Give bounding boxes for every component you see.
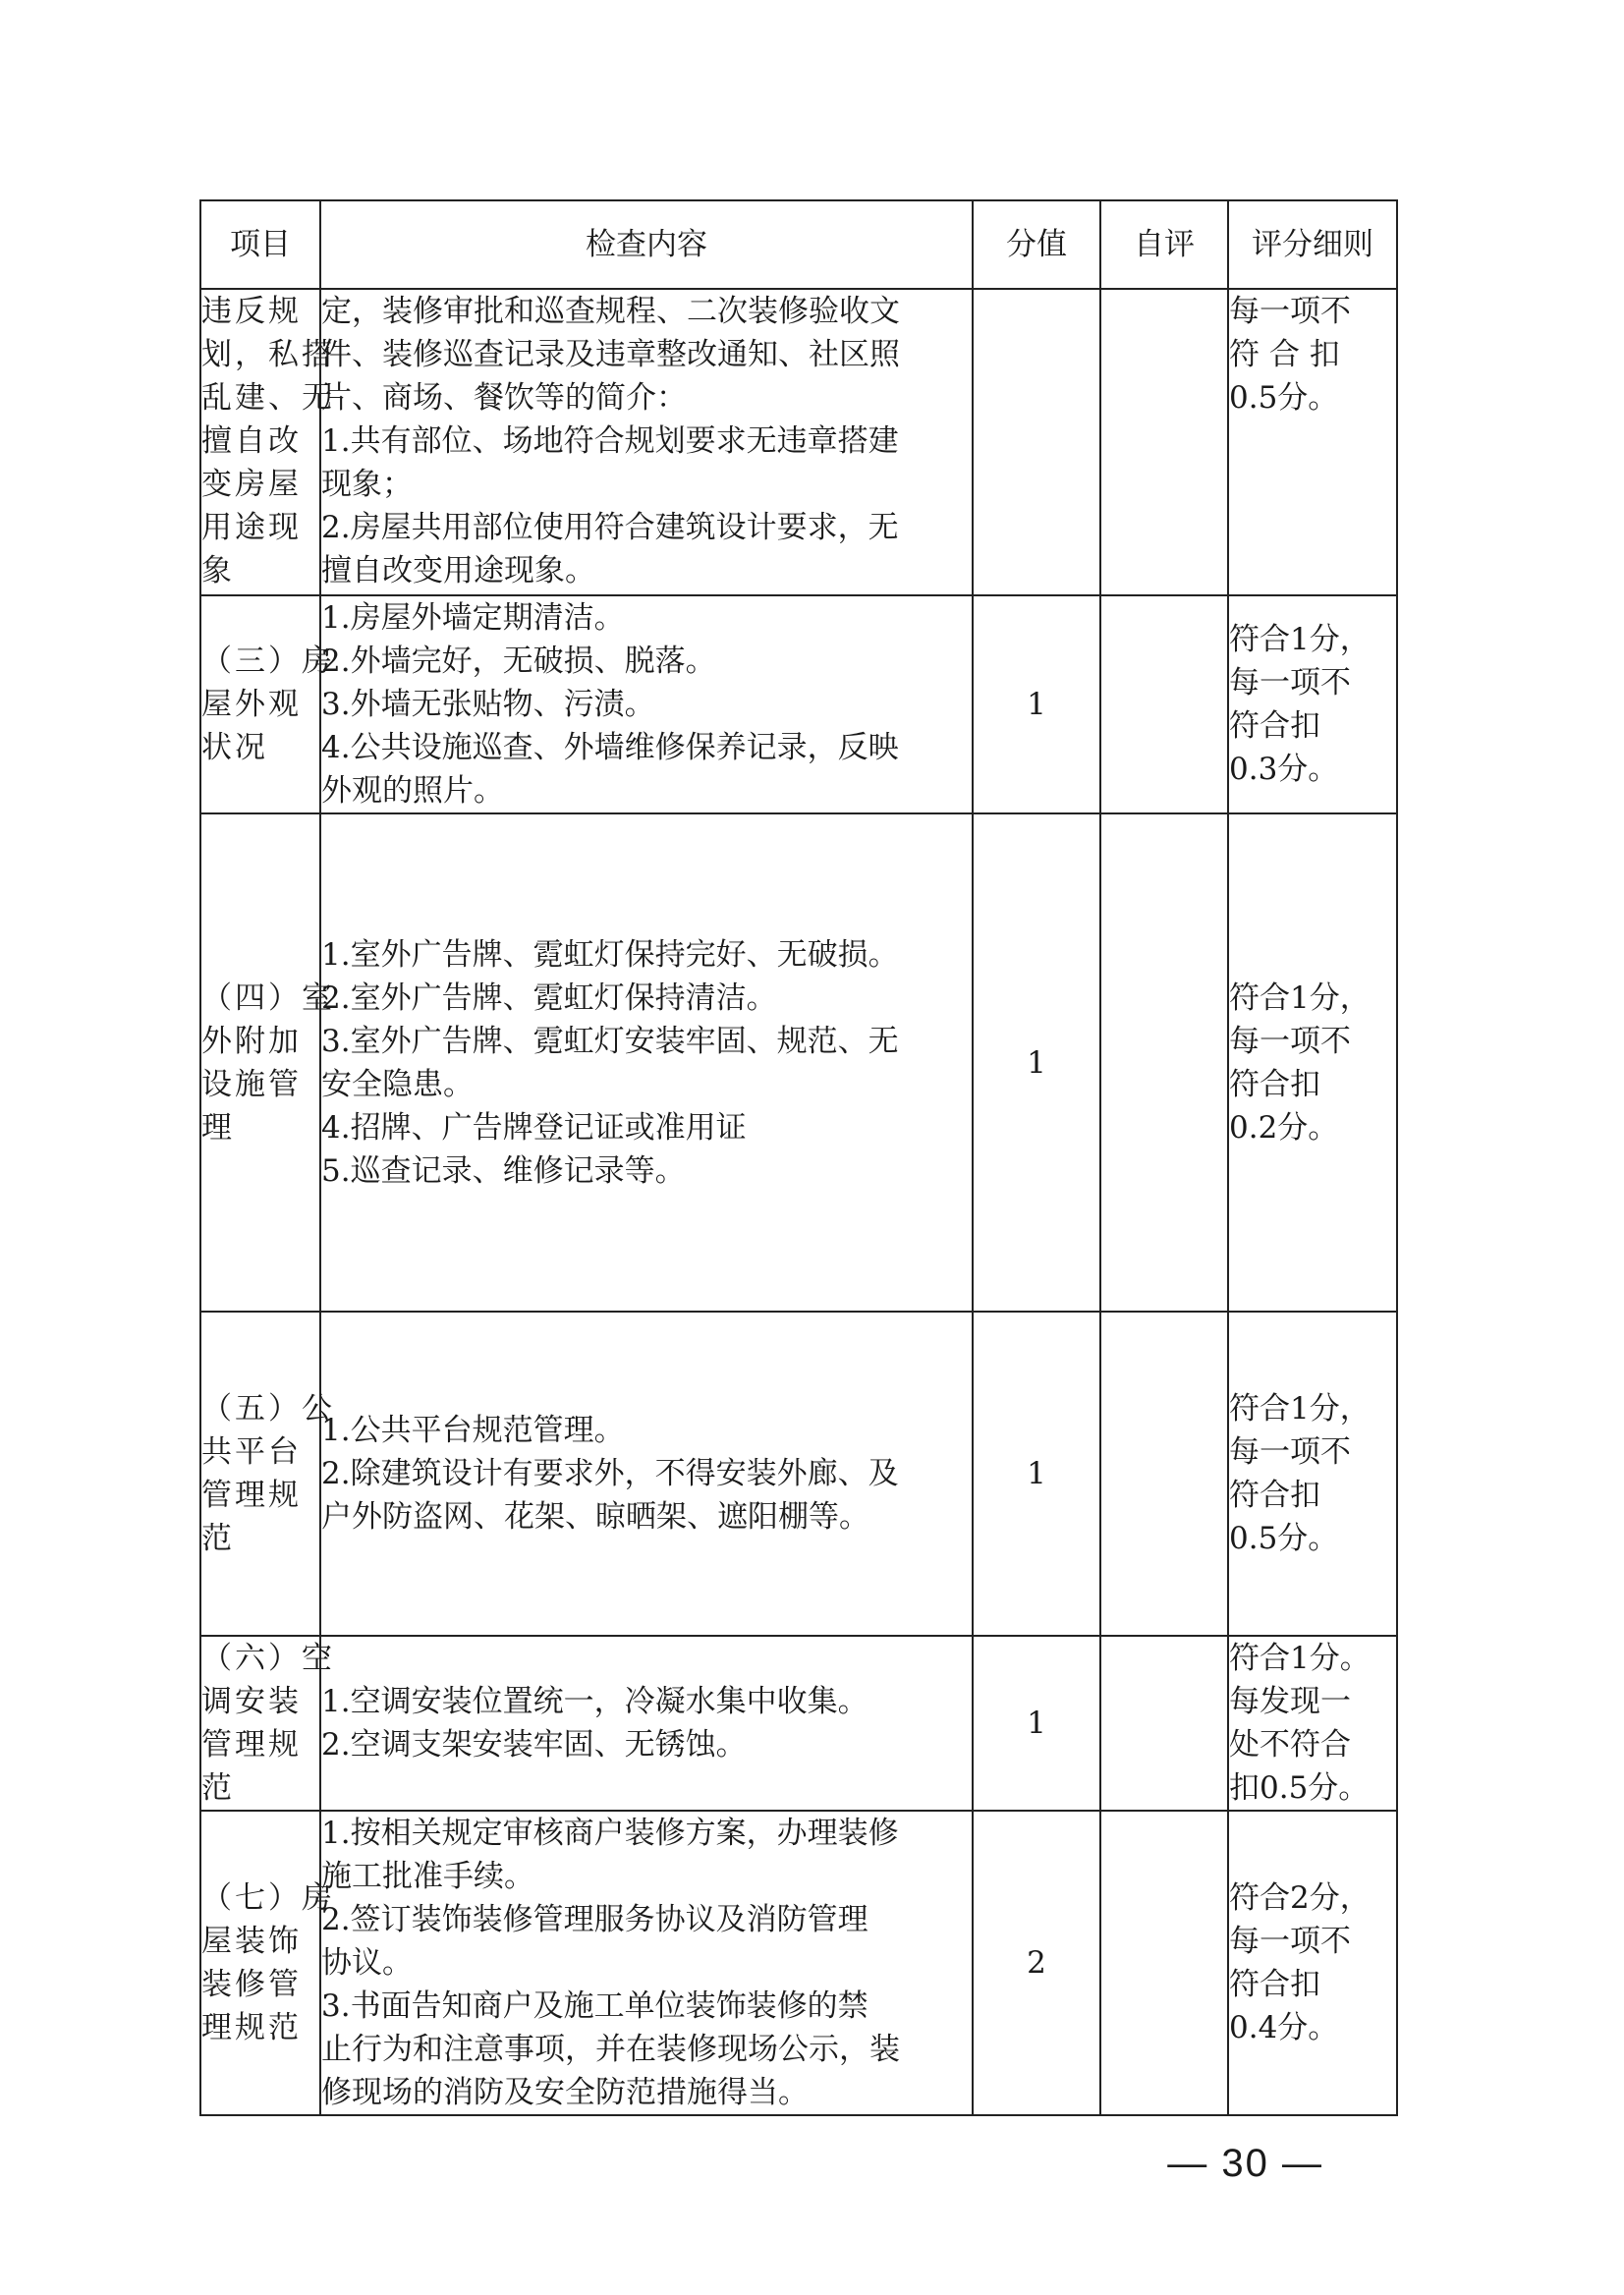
row-decoration-management bbox=[200, 1811, 1397, 2115]
content-cell-line: 1.公共平台规范管理。 bbox=[321, 1413, 625, 1448]
rule-cell-line: 符合扣 bbox=[1229, 1066, 1320, 1102]
item-cell-line: 理规范 bbox=[201, 2010, 302, 2045]
item-cell-line: 变房屋 bbox=[201, 467, 302, 502]
rule-cell bbox=[1228, 1636, 1397, 1811]
item-cell-line: 用途现 bbox=[201, 510, 302, 545]
rule-cell-line: 处不符合 bbox=[1229, 1727, 1351, 1763]
item-cell bbox=[200, 1636, 335, 1811]
rule-cell bbox=[1228, 1312, 1397, 1636]
item-cell-line: 外附加 bbox=[201, 1023, 302, 1059]
content-cell bbox=[320, 289, 973, 595]
content-cell bbox=[320, 1811, 973, 2115]
rule-cell-line: 0.5分。 bbox=[1229, 380, 1339, 416]
content-cell-line: 2.房屋共用部位使用符合建筑设计要求，无 bbox=[321, 510, 899, 545]
content-cell-line: 施工批准手续。 bbox=[321, 1859, 534, 1894]
item-cell-line: 擅自改 bbox=[201, 423, 302, 459]
rule-cell-line: 扣0.5分。 bbox=[1229, 1770, 1370, 1806]
item-cell-line: 状况 bbox=[201, 730, 268, 765]
score-cell: 1 bbox=[973, 813, 1100, 1312]
item-cell bbox=[200, 1312, 335, 1636]
content-cell-line: 件、装修巡查记录及违章整改通知、社区照 bbox=[321, 337, 900, 372]
row-air-conditioner bbox=[200, 1636, 1397, 1811]
item-cell-line: 违反规 bbox=[201, 294, 302, 329]
item-cell-line: 范 bbox=[201, 1521, 235, 1556]
content-cell-line: 现象； bbox=[321, 467, 413, 502]
self-evaluation-cell bbox=[1100, 1636, 1228, 1811]
item-cell bbox=[200, 1811, 335, 2115]
content-cell bbox=[320, 813, 973, 1312]
content-cell-line: 2.空调支架安装牢固、无锈蚀。 bbox=[321, 1727, 747, 1763]
content-cell-line: 5.巡查记录、维修记录等。 bbox=[321, 1152, 686, 1189]
content-cell-line: 3.外墙无张贴物、污渍。 bbox=[321, 687, 655, 722]
rule-cell-line: 符合扣 bbox=[1229, 1478, 1320, 1513]
rule-cell-line: 每一项不 bbox=[1229, 1023, 1351, 1059]
rule-cell-line: 0.4分。 bbox=[1229, 2010, 1339, 2045]
content-cell-line: 1.室外广告牌、霓虹灯保持完好、无破损。 bbox=[321, 936, 899, 973]
item-cell-line: （七）房 bbox=[201, 1880, 335, 1916]
content-cell bbox=[320, 1636, 973, 1811]
score-cell: 1 bbox=[973, 1312, 1100, 1636]
item-cell-line: 管理规 bbox=[201, 1478, 302, 1513]
item-cell-line: 设施管 bbox=[201, 1066, 302, 1102]
scoring-table bbox=[199, 199, 1398, 2116]
item-cell-line: 范 bbox=[201, 1770, 235, 1806]
rule-cell-line: 符合2分， bbox=[1229, 1880, 1371, 1916]
item-cell-line: 划，私搭 bbox=[201, 337, 335, 372]
item-cell bbox=[200, 813, 335, 1312]
score-cell bbox=[973, 289, 1100, 595]
rule-cell-line: 每发现一 bbox=[1229, 1684, 1351, 1719]
content-cell-line: 1.共有部位、场地符合规划要求无违章搭建 bbox=[321, 423, 899, 459]
content-cell bbox=[320, 595, 973, 813]
rule-cell-line: 每一项不 bbox=[1229, 665, 1351, 700]
item-cell-line: 装修管 bbox=[201, 1967, 302, 2002]
rule-cell-line: 每一项不 bbox=[1229, 1434, 1351, 1470]
self-evaluation-cell bbox=[1100, 595, 1228, 813]
table-header-row bbox=[200, 200, 1397, 289]
content-cell-line: 3.书面告知商户及施工单位装饰装修的禁 bbox=[321, 1988, 868, 2024]
self-evaluation-cell bbox=[1100, 1312, 1228, 1636]
item-cell-line: 调安装 bbox=[201, 1684, 302, 1719]
content-cell-line: 2.签订装饰装修管理服务协议及消防管理 bbox=[321, 1902, 868, 1937]
row-illegal-construction bbox=[200, 289, 1397, 595]
content-cell-line: 1.房屋外墙定期清洁。 bbox=[321, 600, 625, 636]
content-cell-line: 安全隐患。 bbox=[321, 1066, 474, 1102]
header-scoring-rules: 评分细则 bbox=[1228, 200, 1397, 289]
rule-cell-line: 0.3分。 bbox=[1229, 752, 1339, 787]
item-cell-line: 管理规 bbox=[201, 1727, 302, 1763]
rule-cell-line: 符合扣 bbox=[1229, 1967, 1320, 2002]
self-evaluation-cell bbox=[1100, 289, 1228, 595]
rule-cell-line: 符合1分。 bbox=[1229, 1641, 1371, 1676]
content-cell-line: 擅自改变用途现象。 bbox=[321, 553, 595, 588]
score-cell: 2 bbox=[973, 1811, 1100, 2115]
item-cell-line: （四）室 bbox=[201, 980, 335, 1016]
rule-cell-line: 符 合 扣 bbox=[1229, 337, 1340, 372]
score-cell: 1 bbox=[973, 595, 1100, 813]
rule-cell-line: 符合1分， bbox=[1229, 1391, 1371, 1427]
header-score: 分值 bbox=[973, 200, 1100, 289]
item-cell-line: 屋装饰 bbox=[201, 1924, 302, 1959]
rule-cell-line: 符合扣 bbox=[1229, 708, 1320, 744]
content-cell-line: 2.外墙完好，无破损、脱落。 bbox=[321, 644, 716, 679]
rule-cell-line: 0.2分。 bbox=[1229, 1109, 1339, 1146]
content-cell-line: 2.室外广告牌、霓虹灯保持清洁。 bbox=[321, 980, 777, 1016]
page-number: — 30 — bbox=[1167, 2142, 1323, 2185]
rule-cell-line: 符合1分， bbox=[1229, 980, 1371, 1016]
item-cell-line: 象 bbox=[201, 553, 235, 588]
content-cell-line: 1.按相关规定审核商户装修方案，办理装修 bbox=[321, 1816, 899, 1851]
header-self-evaluation: 自评 bbox=[1100, 200, 1228, 289]
content-cell-line: 户外防盗网、花架、晾晒架、遮阳棚等。 bbox=[321, 1499, 869, 1535]
self-evaluation-cell bbox=[1100, 1811, 1228, 2115]
score-cell: 1 bbox=[973, 1636, 1100, 1811]
rule-cell bbox=[1228, 813, 1397, 1312]
content-cell-line: 4.公共设施巡查、外墙维修保养记录，反映 bbox=[321, 730, 899, 765]
item-cell-line: 共平台 bbox=[201, 1434, 302, 1470]
rule-cell-line: 符合1分， bbox=[1229, 622, 1371, 657]
header-content: 检查内容 bbox=[320, 200, 973, 289]
rule-cell bbox=[1228, 289, 1397, 595]
content-cell bbox=[320, 1312, 973, 1636]
content-cell-line: 4.招牌、广告牌登记证或准用证 bbox=[321, 1109, 747, 1146]
content-cell-line: 外观的照片。 bbox=[321, 773, 504, 809]
content-cell-line: 定，装修审批和巡查规程、二次装修验收文 bbox=[321, 294, 900, 329]
header-item: 项目 bbox=[200, 200, 320, 289]
item-cell-line: 屋外观 bbox=[201, 687, 302, 722]
rule-cell-line: 0.5分。 bbox=[1229, 1521, 1339, 1556]
rule-cell-line: 每一项不 bbox=[1229, 1924, 1351, 1959]
item-cell bbox=[200, 595, 335, 813]
item-cell-line: （五）公 bbox=[201, 1391, 335, 1427]
rule-cell bbox=[1228, 1811, 1397, 2115]
content-cell-line: 2.除建筑设计有要求外，不得安装外廊、及 bbox=[321, 1456, 899, 1491]
self-evaluation-cell bbox=[1100, 813, 1228, 1312]
item-cell-line: （三）房 bbox=[201, 644, 335, 679]
content-cell-line: 协议。 bbox=[321, 1945, 413, 1981]
item-cell-line: 理 bbox=[201, 1109, 235, 1146]
item-cell-line: 乱建、无 bbox=[201, 380, 335, 416]
content-cell-line: 止行为和注意事项，并在装修现场公示，装 bbox=[321, 2032, 900, 2067]
content-cell-line: 1.空调安装位置统一，冷凝水集中收集。 bbox=[321, 1684, 868, 1719]
content-cell-line: 片、商场、餐饮等的简介： bbox=[321, 380, 687, 416]
row-outdoor-facilities bbox=[200, 813, 1397, 1312]
item-cell-line: （六）空 bbox=[201, 1641, 335, 1676]
row-public-platform bbox=[200, 1312, 1397, 1636]
rule-cell-line: 每一项不 bbox=[1229, 294, 1351, 329]
rule-cell bbox=[1228, 595, 1397, 813]
content-cell-line: 修现场的消防及安全防范措施得当。 bbox=[321, 2075, 809, 2110]
content-cell-line: 3.室外广告牌、霓虹灯安装牢固、规范、无 bbox=[321, 1023, 899, 1059]
row-house-exterior bbox=[200, 595, 1397, 813]
item-cell bbox=[200, 289, 335, 595]
